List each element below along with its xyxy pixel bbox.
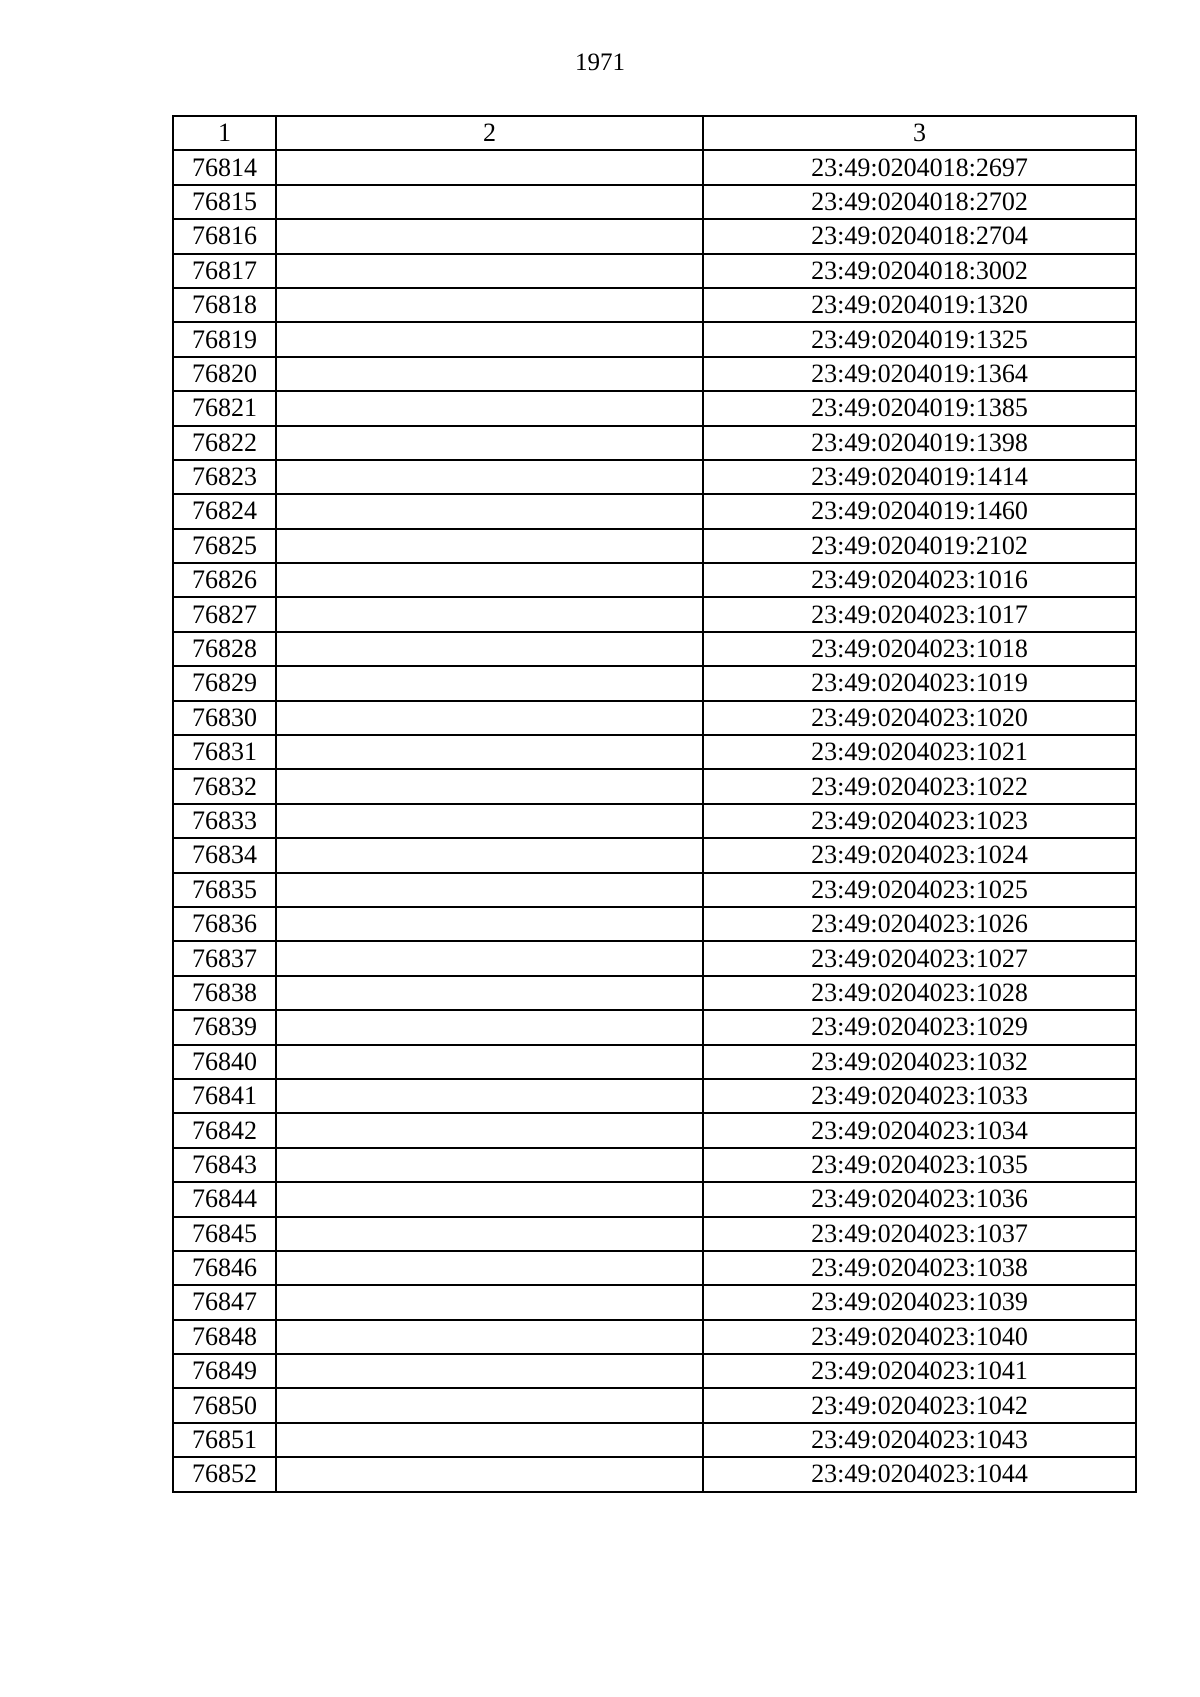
row-number-cell: 76847 xyxy=(173,1285,276,1319)
cadastral-number-cell: 23:49:0204023:1044 xyxy=(703,1457,1136,1491)
row-number-cell: 76829 xyxy=(173,666,276,700)
table-row xyxy=(173,1217,1136,1251)
column-2-cell xyxy=(276,1354,703,1388)
cadastral-number-cell: 23:49:0204023:1033 xyxy=(703,1079,1136,1113)
column-2-cell xyxy=(276,1320,703,1354)
column-2-cell xyxy=(276,632,703,666)
table-row xyxy=(173,1388,1136,1422)
table-row xyxy=(173,1079,1136,1113)
column-2-cell xyxy=(276,907,703,941)
table-row xyxy=(173,391,1136,425)
cadastral-number-cell: 23:49:0204023:1043 xyxy=(703,1423,1136,1457)
row-number-cell: 76840 xyxy=(173,1045,276,1079)
row-number-cell: 76850 xyxy=(173,1388,276,1422)
column-2-cell xyxy=(276,357,703,391)
column-2-cell xyxy=(276,1182,703,1216)
cadastral-number-cell: 23:49:0204023:1040 xyxy=(703,1320,1136,1354)
table-row xyxy=(173,666,1136,700)
cadastral-number-cell: 23:49:0204019:1398 xyxy=(703,426,1136,460)
table-row xyxy=(173,1010,1136,1044)
column-2-cell xyxy=(276,1457,703,1491)
cadastral-number-cell: 23:49:0204023:1035 xyxy=(703,1148,1136,1182)
table-row xyxy=(173,597,1136,631)
column-2-cell xyxy=(276,1010,703,1044)
row-number-cell: 76834 xyxy=(173,838,276,872)
column-2-cell xyxy=(276,1079,703,1113)
row-number-cell: 76826 xyxy=(173,563,276,597)
row-number-cell: 76848 xyxy=(173,1320,276,1354)
row-number-cell: 76832 xyxy=(173,769,276,803)
cadastral-number-cell: 23:49:0204019:1385 xyxy=(703,391,1136,425)
cadastral-number-cell: 23:49:0204019:2102 xyxy=(703,529,1136,563)
row-number-cell: 76846 xyxy=(173,1251,276,1285)
table-row xyxy=(173,804,1136,838)
row-number-cell: 76815 xyxy=(173,185,276,219)
row-number-cell: 76817 xyxy=(173,254,276,288)
table-row xyxy=(173,288,1136,322)
cadastral-number-cell: 23:49:0204018:2697 xyxy=(703,150,1136,184)
row-number-cell: 76830 xyxy=(173,701,276,735)
cadastral-number-cell: 23:49:0204023:1021 xyxy=(703,735,1136,769)
cadastral-number-cell: 23:49:0204023:1025 xyxy=(703,873,1136,907)
row-number-cell: 76852 xyxy=(173,1457,276,1491)
cadastral-number-cell: 23:49:0204023:1034 xyxy=(703,1113,1136,1147)
table-row xyxy=(173,838,1136,872)
row-number-cell: 76831 xyxy=(173,735,276,769)
table-header xyxy=(173,116,1136,150)
column-2-cell xyxy=(276,1388,703,1422)
row-number-cell: 76827 xyxy=(173,597,276,631)
row-number-cell: 76837 xyxy=(173,941,276,975)
column-2-cell xyxy=(276,735,703,769)
cadastral-number-cell: 23:49:0204019:1414 xyxy=(703,460,1136,494)
table-row xyxy=(173,1423,1136,1457)
cadastral-number-cell: 23:49:0204023:1039 xyxy=(703,1285,1136,1319)
table-row xyxy=(173,357,1136,391)
cadastral-number-cell: 23:49:0204023:1024 xyxy=(703,838,1136,872)
row-number-cell: 76841 xyxy=(173,1079,276,1113)
column-2-cell xyxy=(276,254,703,288)
table-row xyxy=(173,1285,1136,1319)
cadastral-number-cell: 23:49:0204019:1320 xyxy=(703,288,1136,322)
table-row xyxy=(173,150,1136,184)
column-2-cell xyxy=(276,1423,703,1457)
table-row xyxy=(173,632,1136,666)
row-number-cell: 76843 xyxy=(173,1148,276,1182)
cadastral-number-cell: 23:49:0204023:1036 xyxy=(703,1182,1136,1216)
table-row xyxy=(173,254,1136,288)
table-row xyxy=(173,907,1136,941)
table-row xyxy=(173,1251,1136,1285)
column-2-cell xyxy=(276,1148,703,1182)
cadastral-number-cell: 23:49:0204023:1038 xyxy=(703,1251,1136,1285)
table-row xyxy=(173,873,1136,907)
row-number-cell: 76814 xyxy=(173,150,276,184)
row-number-cell: 76824 xyxy=(173,494,276,528)
table-row xyxy=(173,219,1136,253)
cadastral-number-cell: 23:49:0204023:1032 xyxy=(703,1045,1136,1079)
row-number-cell: 76821 xyxy=(173,391,276,425)
column-2-cell xyxy=(276,976,703,1010)
cadastral-number-cell: 23:49:0204023:1016 xyxy=(703,563,1136,597)
cadastral-number-cell: 23:49:0204018:2704 xyxy=(703,219,1136,253)
row-number-cell: 76833 xyxy=(173,804,276,838)
column-2-cell xyxy=(276,460,703,494)
column-header-3: 3 xyxy=(703,116,1136,150)
column-2-cell xyxy=(276,838,703,872)
column-2-cell xyxy=(276,1285,703,1319)
column-2-cell xyxy=(276,1045,703,1079)
column-header-2: 2 xyxy=(276,116,703,150)
cadastral-number-cell: 23:49:0204023:1017 xyxy=(703,597,1136,631)
column-2-cell xyxy=(276,529,703,563)
row-number-cell: 76849 xyxy=(173,1354,276,1388)
cadastral-number-cell: 23:49:0204019:1325 xyxy=(703,322,1136,356)
row-number-cell: 76835 xyxy=(173,873,276,907)
table-row xyxy=(173,185,1136,219)
header-row xyxy=(173,116,1136,150)
column-2-cell xyxy=(276,941,703,975)
row-number-cell: 76828 xyxy=(173,632,276,666)
column-2-cell xyxy=(276,1217,703,1251)
row-number-cell: 76851 xyxy=(173,1423,276,1457)
cadastral-number-cell: 23:49:0204019:1460 xyxy=(703,494,1136,528)
table-row xyxy=(173,529,1136,563)
cadastral-number-cell: 23:49:0204023:1018 xyxy=(703,632,1136,666)
cadastral-number-cell: 23:49:0204023:1023 xyxy=(703,804,1136,838)
row-number-cell: 76839 xyxy=(173,1010,276,1044)
column-2-cell xyxy=(276,666,703,700)
table-row xyxy=(173,1182,1136,1216)
cadastral-table xyxy=(172,115,1137,1493)
cadastral-number-cell: 23:49:0204023:1026 xyxy=(703,907,1136,941)
column-2-cell xyxy=(276,185,703,219)
cadastral-number-cell: 23:49:0204019:1364 xyxy=(703,357,1136,391)
row-number-cell: 76836 xyxy=(173,907,276,941)
column-2-cell xyxy=(276,391,703,425)
table-row xyxy=(173,563,1136,597)
cadastral-number-cell: 23:49:0204023:1022 xyxy=(703,769,1136,803)
table-body xyxy=(173,150,1136,1491)
column-2-cell xyxy=(276,426,703,460)
cadastral-number-cell: 23:49:0204023:1019 xyxy=(703,666,1136,700)
column-2-cell xyxy=(276,563,703,597)
row-number-cell: 76822 xyxy=(173,426,276,460)
column-header-1: 1 xyxy=(173,116,276,150)
cadastral-number-cell: 23:49:0204023:1027 xyxy=(703,941,1136,975)
row-number-cell: 76819 xyxy=(173,322,276,356)
row-number-cell: 76820 xyxy=(173,357,276,391)
column-2-cell xyxy=(276,494,703,528)
table-row xyxy=(173,735,1136,769)
table-row xyxy=(173,941,1136,975)
table-row xyxy=(173,701,1136,735)
cadastral-number-cell: 23:49:0204023:1029 xyxy=(703,1010,1136,1044)
table-row xyxy=(173,494,1136,528)
column-2-cell xyxy=(276,288,703,322)
table-row xyxy=(173,1457,1136,1491)
table-row xyxy=(173,322,1136,356)
column-2-cell xyxy=(276,1113,703,1147)
table-row xyxy=(173,1354,1136,1388)
column-2-cell xyxy=(276,597,703,631)
column-2-cell xyxy=(276,150,703,184)
cadastral-number-cell: 23:49:0204018:2702 xyxy=(703,185,1136,219)
cadastral-number-cell: 23:49:0204023:1042 xyxy=(703,1388,1136,1422)
column-2-cell xyxy=(276,219,703,253)
column-2-cell xyxy=(276,701,703,735)
cadastral-number-cell: 23:49:0204023:1037 xyxy=(703,1217,1136,1251)
row-number-cell: 76844 xyxy=(173,1182,276,1216)
table-row xyxy=(173,426,1136,460)
table-row xyxy=(173,1045,1136,1079)
row-number-cell: 76838 xyxy=(173,976,276,1010)
table-row xyxy=(173,769,1136,803)
column-2-cell xyxy=(276,873,703,907)
page-number: 1971 xyxy=(575,49,625,76)
row-number-cell: 76818 xyxy=(173,288,276,322)
cadastral-number-cell: 23:49:0204023:1020 xyxy=(703,701,1136,735)
table-row xyxy=(173,976,1136,1010)
cadastral-number-cell: 23:49:0204023:1041 xyxy=(703,1354,1136,1388)
cadastral-number-cell: 23:49:0204023:1028 xyxy=(703,976,1136,1010)
row-number-cell: 76845 xyxy=(173,1217,276,1251)
column-2-cell xyxy=(276,804,703,838)
cadastral-number-cell: 23:49:0204018:3002 xyxy=(703,254,1136,288)
column-2-cell xyxy=(276,769,703,803)
table-row xyxy=(173,460,1136,494)
row-number-cell: 76816 xyxy=(173,219,276,253)
row-number-cell: 76825 xyxy=(173,529,276,563)
table-row xyxy=(173,1113,1136,1147)
row-number-cell: 76842 xyxy=(173,1113,276,1147)
column-2-cell xyxy=(276,1251,703,1285)
table-row xyxy=(173,1148,1136,1182)
column-2-cell xyxy=(276,322,703,356)
table-row xyxy=(173,1320,1136,1354)
row-number-cell: 76823 xyxy=(173,460,276,494)
